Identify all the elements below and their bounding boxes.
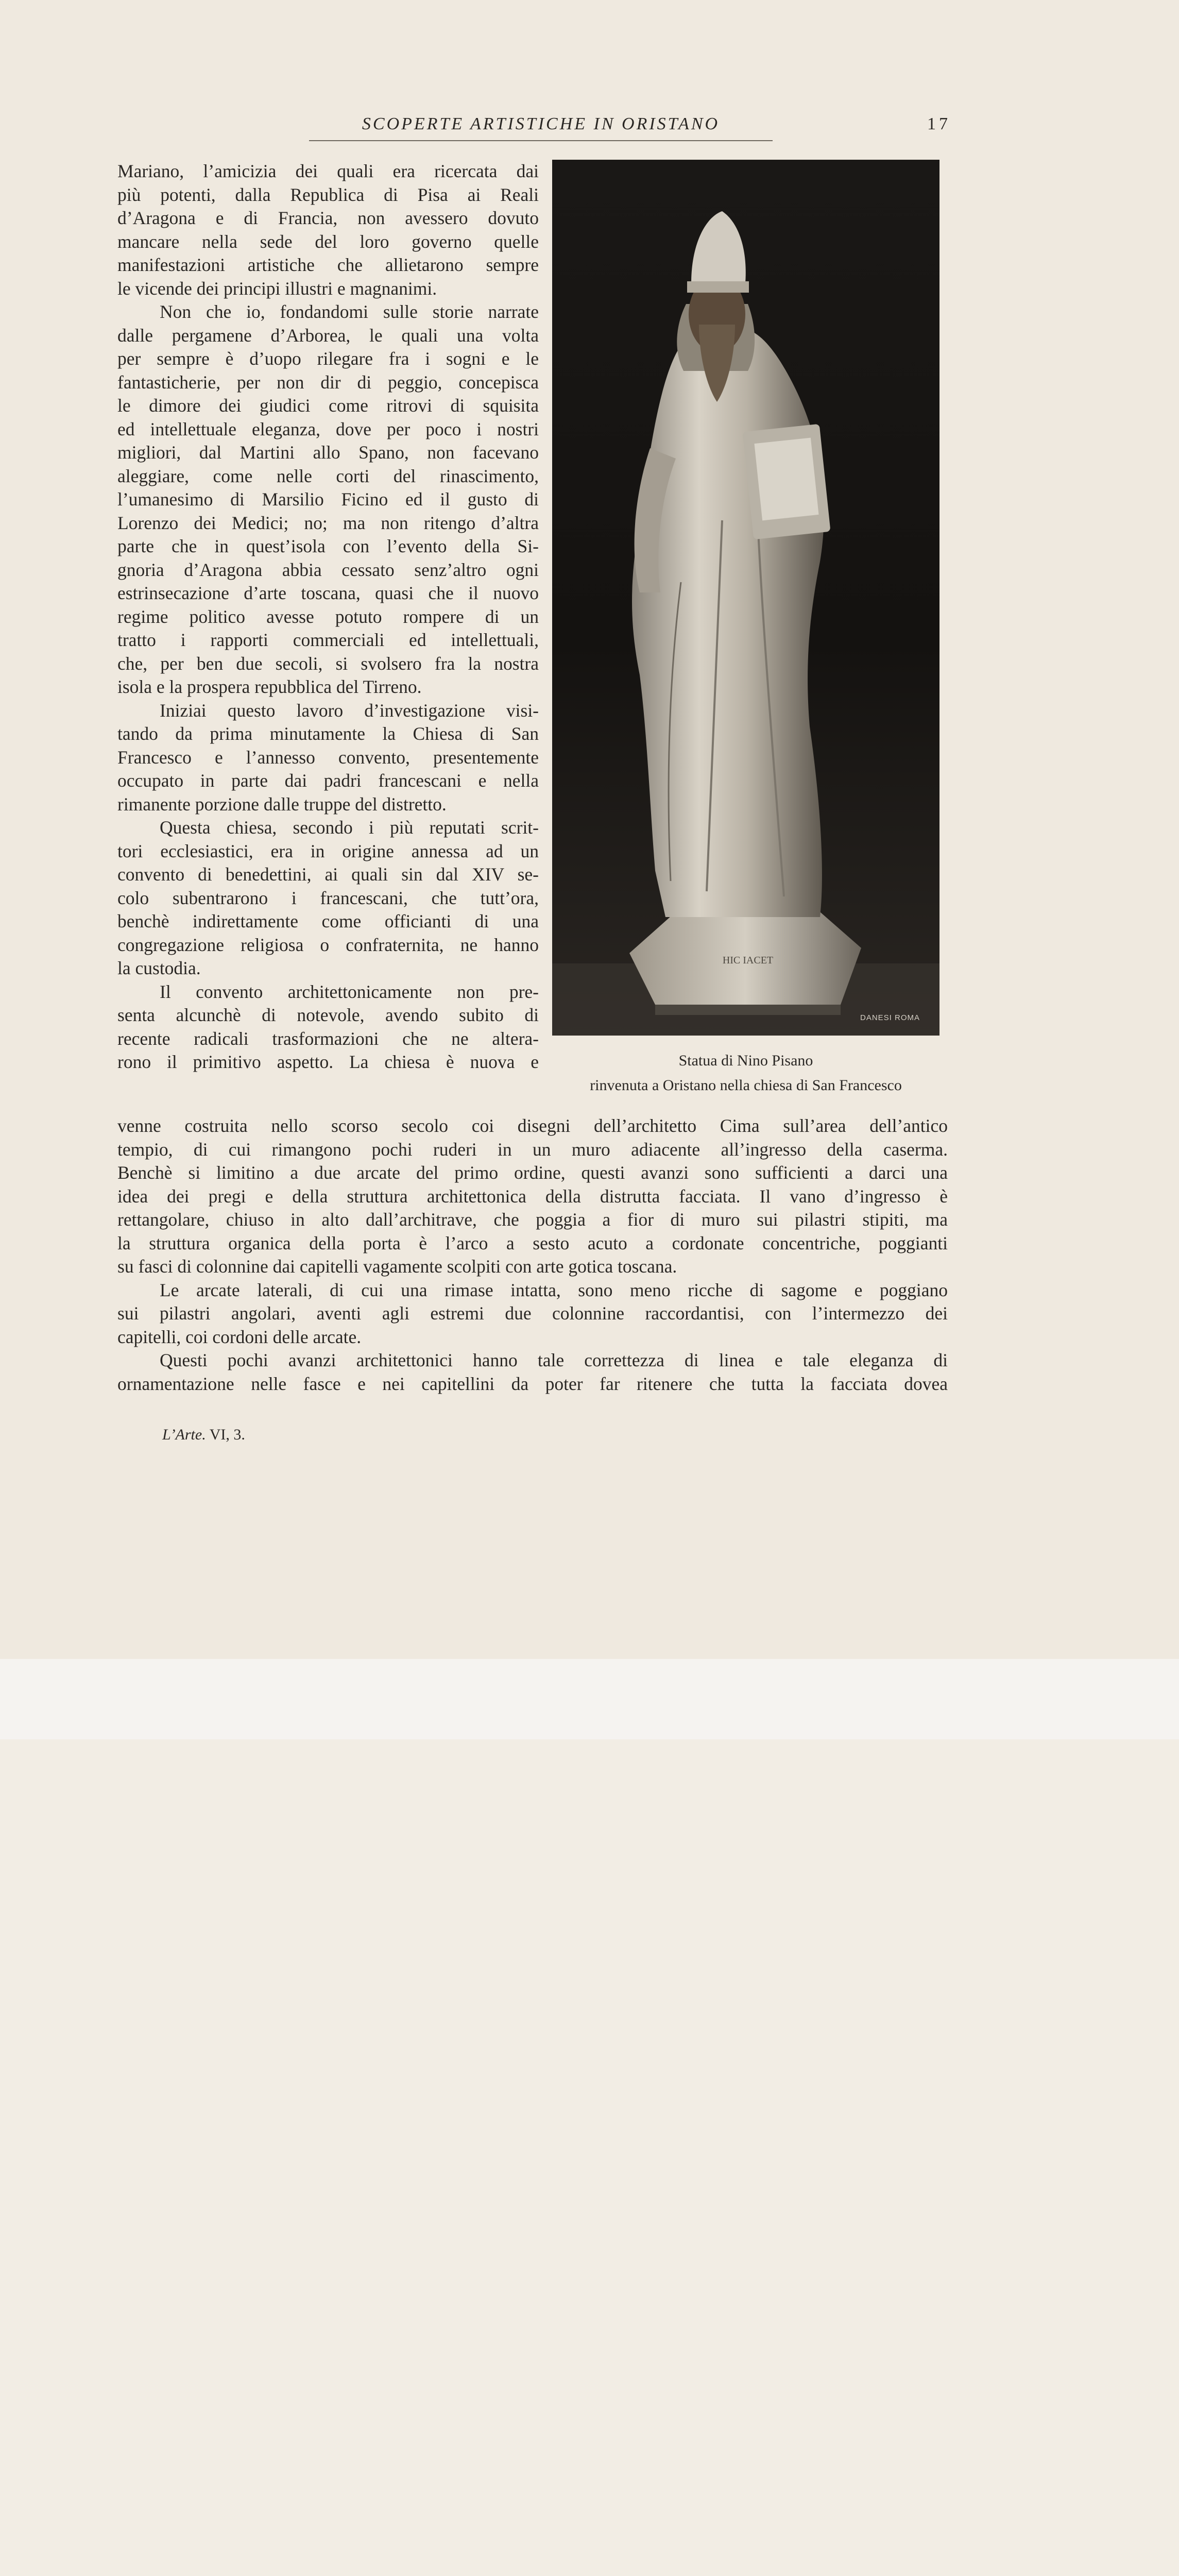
text-line: tori ecclesiastici, era in origine annessa ad un <box>117 840 539 861</box>
text-line: idea dei pregi e della struttura architettonica della distrutta facciata. Il vano d’ingresso è <box>117 1185 948 1207</box>
text-line: rono il primitivo aspetto. La chiesa è nuova e <box>117 1052 539 1072</box>
text-line: manifestazioni artistiche che allietarono sempre <box>117 255 539 275</box>
text-line: la custodia. <box>117 958 201 978</box>
statue-illustration <box>552 160 939 1036</box>
photo-credit: DANESI ROMA <box>860 1013 920 1022</box>
text-line: su fasci di colonnine dai capitelli vagamente scolpiti con arte gotica toscana. <box>117 1256 677 1277</box>
statue-photograph <box>552 160 939 1036</box>
text-line: occupato in parte dai padri francescani e nella <box>117 770 539 791</box>
text-line: Questa chiesa, secondo i più reputati scrit- <box>160 817 539 838</box>
text-line: mancare nella sede del loro governo quelle <box>117 231 539 252</box>
left-text-column <box>117 160 539 1074</box>
printer-signature <box>162 1426 245 1444</box>
text-line: venne costruita nello scorso secolo coi disegni dell’architetto Cima sull’area dell’antico <box>117 1115 948 1136</box>
journal-title: L’Arte. <box>162 1426 206 1443</box>
text-line: senta alcunchè di notevole, avendo subito di <box>117 1005 539 1025</box>
text-line: rettangolare, chiuso in alto dall’architrave, che poggia a fior di muro sui pilastri stipiti, ma <box>117 1209 948 1230</box>
text-line: ed intellettuale eleganza, dove per poco i nostri <box>117 418 539 439</box>
text-line: d’Aragona e di Francia, non avessero dovuto <box>117 208 539 228</box>
text-line: Non che io, fondandomi sulle storie narrate <box>160 301 539 322</box>
text-line: Iniziai questo lavoro d’investigazione visi- <box>160 700 539 721</box>
text-line: convento di benedettini, ai quali sin dal XIV se- <box>117 864 539 885</box>
text-line: tando da prima minutamente la Chiesa di San <box>117 723 539 744</box>
text-line: Francesco e l’annesso convento, presentemente <box>117 747 539 768</box>
text-line: regime politico avesse potuto rompere di un <box>117 606 539 627</box>
text-line: parte che in quest’isola con l’evento della Si- <box>117 536 539 556</box>
text-line: aleggiare, come nelle corti del rinascimento, <box>117 465 539 486</box>
text-line: rimanente porzione dalle truppe del distretto. <box>117 793 447 815</box>
text-line: congregazione religiosa o confraternita, ne hanno <box>117 934 539 955</box>
figure-caption-subtitle: rinvenuta a Oristano nella chiesa di San Francesco <box>590 1077 902 1094</box>
text-line: isola e la prospera repubblica del Tirreno. <box>117 676 422 697</box>
figure-caption-title: Statua di Nino Pisano <box>678 1052 813 1069</box>
text-line: benchè indirettamente come officianti di una <box>117 911 539 931</box>
text-line: sui pilastri angolari, aventi agli estremi due colonnine raccordantisi, con l’intermezzo dei <box>117 1303 948 1324</box>
text-line: le dimore dei giudici come ritrovi di squisita <box>117 395 539 416</box>
volume-number: VI, 3. <box>209 1426 245 1443</box>
text-line: Mariano, l’amicizia dei quali era ricercata dai <box>117 161 539 181</box>
text-line: ornamentazione nelle fasce e nei capitellini da poter far ritenere che tutta la facciata dovea <box>117 1373 948 1394</box>
text-line: che, per ben due secoli, si svolsero fra la nostra <box>117 653 539 674</box>
page-number: 17 <box>927 114 951 133</box>
text-line: tratto i rapporti commerciali ed intellettuali, <box>117 630 539 650</box>
header-rule <box>309 140 773 141</box>
text-line: colo subentrarono i francescani, che tutt’ora, <box>117 887 539 908</box>
full-width-text <box>117 1114 948 1396</box>
text-line: tempio, di cui rimangono pochi ruderi in un muro adiacente all’ingresso della caserma. <box>117 1139 948 1160</box>
text-line: capitelli, coi cordoni delle arcate. <box>117 1326 362 1347</box>
text-line: recente radicali trasformazioni che ne altera- <box>117 1028 539 1049</box>
text-line: estrinsecazione d’arte toscana, quasi che il nuovo <box>117 583 539 603</box>
text-line: gnoria d’Aragona abbia cessato senz’altro ogni <box>117 559 539 580</box>
text-line: le vicende dei principi illustri e magnanimi. <box>117 278 437 299</box>
text-line: per sempre è d’uopo rilegare fra i sogni e le <box>117 348 539 369</box>
plinth-inscription: HIC IACET <box>722 955 774 966</box>
text-line: la struttura organica della porta è l’arco a sesto acuto a cordonate concentriche, poggianti <box>117 1232 948 1253</box>
text-line: Questi pochi avanzi architettonici hanno tale correttezza di linea e tale eleganza di <box>160 1350 948 1370</box>
text-line: fantasticherie, per non dir di peggio, concepisca <box>117 371 539 393</box>
text-line: Benchè si limitino a due arcate del primo ordine, questi avanzi sono sufficienti a darci una <box>117 1162 948 1183</box>
text-line: dalle pergamene d’Arborea, le quali una volta <box>117 325 539 346</box>
text-line: l’umanesimo di Marsilio Ficino ed il gusto di <box>117 489 539 510</box>
text-line: migliori, dal Martini allo Spano, non facevano <box>117 442 539 463</box>
text-line: più potenti, dalla Republica di Pisa ai Reali <box>117 184 539 205</box>
running-title: SCOPERTE ARTISTICHE IN ORISTANO <box>362 114 720 133</box>
digitization-footer <box>0 1659 1179 1739</box>
text-line: Il convento architettonicamente non pre- <box>160 981 539 1002</box>
text-line: Le arcate laterali, di cui una rimase intatta, sono meno ricche di sagome e poggiano <box>160 1279 948 1300</box>
text-line: Lorenzo dei Medici; no; ma non ritengo d’altra <box>117 512 539 533</box>
